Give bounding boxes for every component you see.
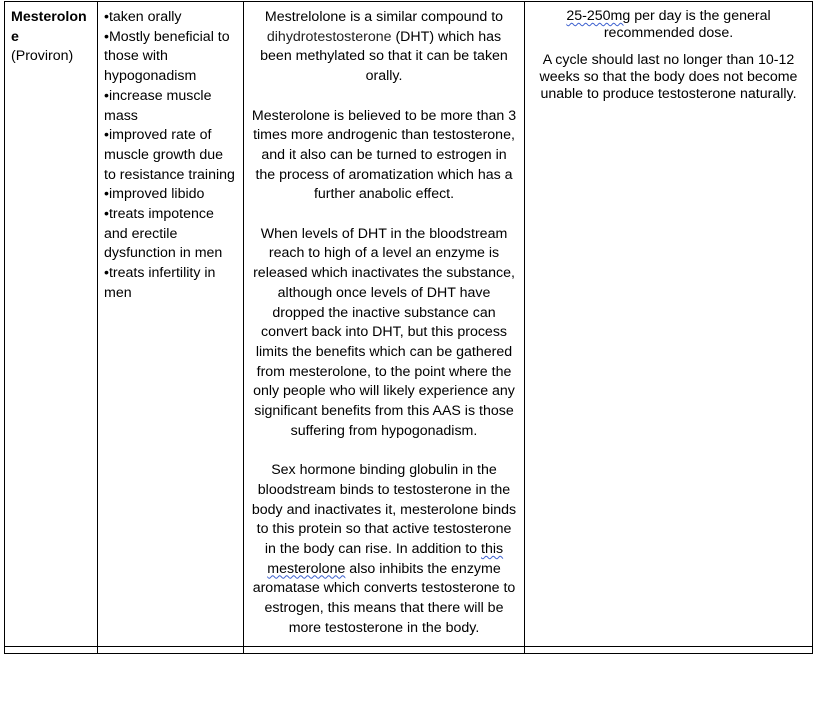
description-cell[interactable] bbox=[244, 2, 525, 647]
dosage-cell[interactable] bbox=[525, 2, 813, 647]
text-run: also inhibits the enzyme aromatase which converts testosterone to estrogen, this means that there will be more testosterone in the body. bbox=[252, 560, 516, 636]
description-paragraph bbox=[250, 8, 518, 87]
list-item: • increase muscle mass bbox=[104, 87, 237, 126]
list-item: • treats impotence and erectile dysfunction in men bbox=[104, 205, 237, 264]
dosage-paragraph: A cycle should last no longer than 10-12 weeks so that the body does not become unable to produce testosterone naturally. bbox=[539, 52, 798, 102]
table-row bbox=[5, 2, 813, 647]
list-item: • taken orally bbox=[104, 8, 237, 28]
spellcheck-flagged-text[interactable]: 25-250mg bbox=[566, 8, 631, 24]
dosage-paragraph bbox=[531, 8, 806, 42]
empty-cell[interactable] bbox=[98, 647, 244, 654]
list-item: • improved libido bbox=[104, 185, 237, 205]
spellcheck-flagged-text[interactable]: this mesterolone bbox=[267, 540, 504, 577]
benefits-cell[interactable] bbox=[98, 2, 244, 647]
text-run: (DHT) which has been methylated so that it can be taken orally. bbox=[260, 28, 508, 85]
list-item: • Mostly beneficial to those with hypogonadism bbox=[104, 28, 237, 87]
name-cell[interactable] bbox=[5, 2, 98, 647]
benefits-list bbox=[104, 8, 237, 304]
description-paragraph bbox=[250, 461, 518, 638]
text-run: Sex hormone binding globulin in the bloodstream binds to testosterone in the body and inactivates it, mesterolone binds to this protein so that active testosterone in the body can rise. In addition to bbox=[251, 462, 517, 557]
empty-cell[interactable] bbox=[525, 647, 813, 654]
list-item: • treats infertility in men bbox=[104, 264, 237, 303]
text-run: Mestrelolone is a similar compound to bbox=[264, 9, 504, 25]
list-item: • improved rate of muscle growth due to resistance training bbox=[104, 126, 237, 185]
description-paragraph: When levels of DHT in the bloodstream reach to high of a level an enzyme is released which inactivates the substance, although once levels of DHT have dropped the inactive substance can convert back into DHT, but this process limits the benefits which can be gathered from mesterolone, to the point where the only people who will likely experience any significant benefits from this AAS is those suffering from hypogonadism. bbox=[253, 225, 515, 439]
empty-cell[interactable] bbox=[244, 647, 525, 654]
drug-brand-name: (Proviron) bbox=[11, 48, 74, 65]
steroid-table bbox=[4, 1, 813, 654]
description-paragraph: Mesterolone is believed to be more than 3 times more androgenic than testosterone, and it also can be turned to estrogen in the process of aromatization which has a further anabolic effect. bbox=[251, 107, 517, 203]
drug-name: Mesterolone bbox=[11, 9, 87, 45]
empty-cell[interactable] bbox=[5, 647, 98, 654]
table-row bbox=[5, 647, 813, 654]
text-run: per day is the general recommended dose. bbox=[603, 8, 771, 41]
dht-link[interactable]: dihydrotestosterone bbox=[266, 28, 392, 45]
